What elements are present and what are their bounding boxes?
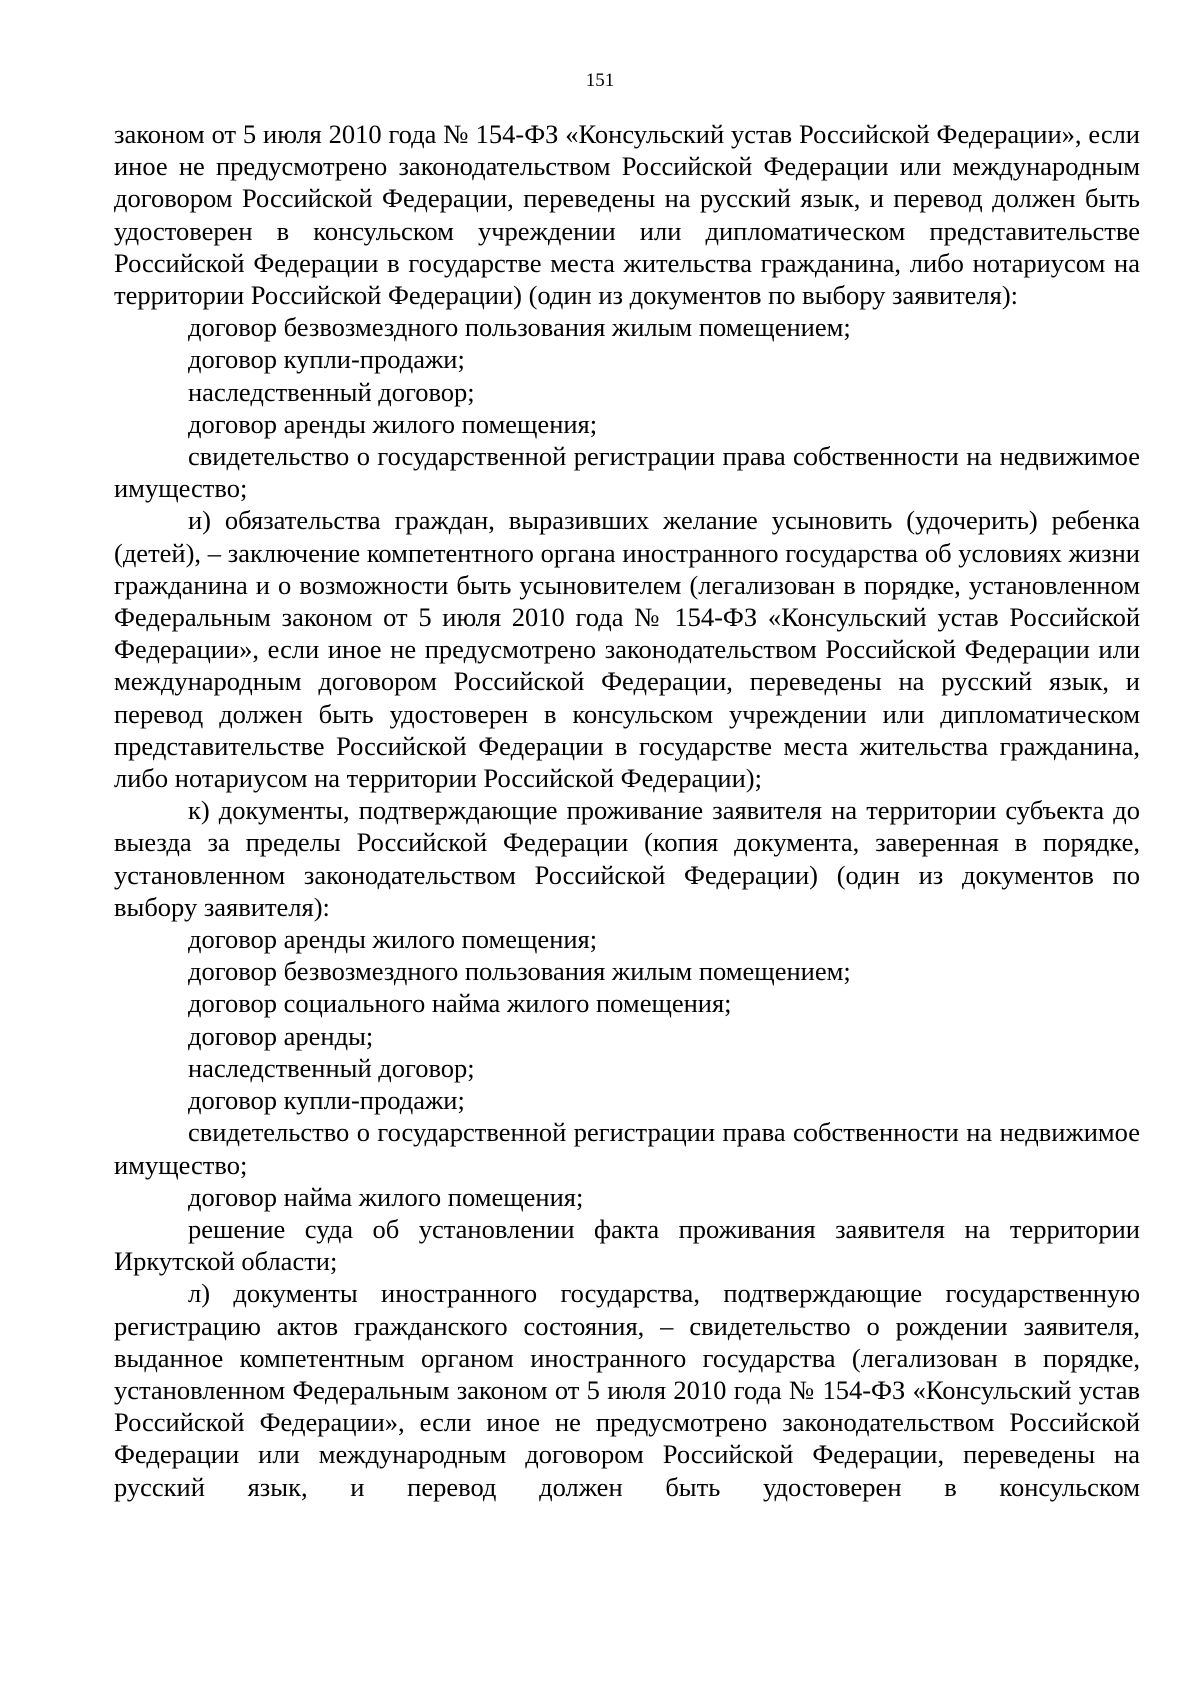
list-item: решение суда об установлении факта проживания заявителя на территории Иркутской области; bbox=[114, 1213, 1140, 1277]
list-item: свидетельство о государственной регистрации права собственности на недвижимое имущество; bbox=[114, 441, 1140, 504]
list-item: договор купли-продажи; bbox=[188, 1085, 465, 1116]
paragraph-item-i: и) обязательства граждан, выразивших желание усыновить (удочерить) ребенка (детей), – заключение компетентного органа иностранного государства об условиях жизни гражданина и о возможности быть усыновителем (легализован в порядке, установленном Федеральным законом от 5 июля 2010 года № 154-ФЗ «Консульский устав Российской Федерации», если иное не предусмотрено законодательством Российской Федерации или международным договором Российской Федерации, переведены на русский язык, и перевод должен быть удостоверен в консульском учреждении или дипломатическом представительстве Российской Федерации в государстве места жительства гражданина, либо нотариусом на территории Российской Федерации); bbox=[114, 505, 1140, 794]
list-item: договор социального найма жилого помещения; bbox=[188, 988, 732, 1019]
page-number: 151 bbox=[585, 70, 615, 91]
list-item: договор безвозмездного пользования жилым помещением; bbox=[188, 956, 851, 987]
list-item: наследственный договор; bbox=[188, 1052, 475, 1083]
list-item: свидетельство о государственной регистрации права собственности на недвижимое имущество; bbox=[114, 1117, 1140, 1180]
list-item: наследственный договор; bbox=[188, 376, 475, 407]
list-item: договор аренды; bbox=[188, 1020, 374, 1051]
paragraph-continuation: законом от 5 июля 2010 года № 154-ФЗ «Консульский устав Российской Федерации», если иное не предусмотрено законодательством Российской Федерации или международным договором Российской Федерации, переведены на русский язык, и перевод должен быть удостоверен в консульском учреждении или дипломатическом представительстве Российской Федерации в государстве места жительства гражданина, либо нотариусом на территории Российской Федерации) (один из документов по выбору заявителя): bbox=[114, 119, 1140, 311]
list-item: договор безвозмездного пользования жилым помещением; bbox=[188, 312, 851, 343]
list-item: договор купли-продажи; bbox=[188, 344, 465, 375]
document-body bbox=[114, 118, 1140, 1503]
list-item: договор найма жилого помещения; bbox=[188, 1181, 584, 1212]
paragraph-item-l: л) документы иностранного государства, подтверждающие государственную регистрацию актов гражданского состояния, – свидетельство о рождении заявителя, выданное компетентным органом иностранного государства (легализован в порядке, установленном Федеральным законом от 5 июля 2010 года № 154-ФЗ «Консульский устав Российской Федерации», если иное не предусмотрено законодательством Российской Федерации или международным договором Российской Федерации, переведены на русский язык, и перевод должен быть удостоверен в консульском bbox=[114, 1278, 1140, 1502]
list-item: договор аренды жилого помещения; bbox=[188, 408, 598, 439]
list-item: договор аренды жилого помещения; bbox=[188, 924, 598, 955]
paragraph-item-k: к) документы, подтверждающие проживание заявителя на территории субъекта до выезда за пределы Российской Федерации (копия документа, заверенная в порядке, установленном законодательством Российской Федерации) (один из документов по выбору заявителя): bbox=[114, 795, 1140, 922]
